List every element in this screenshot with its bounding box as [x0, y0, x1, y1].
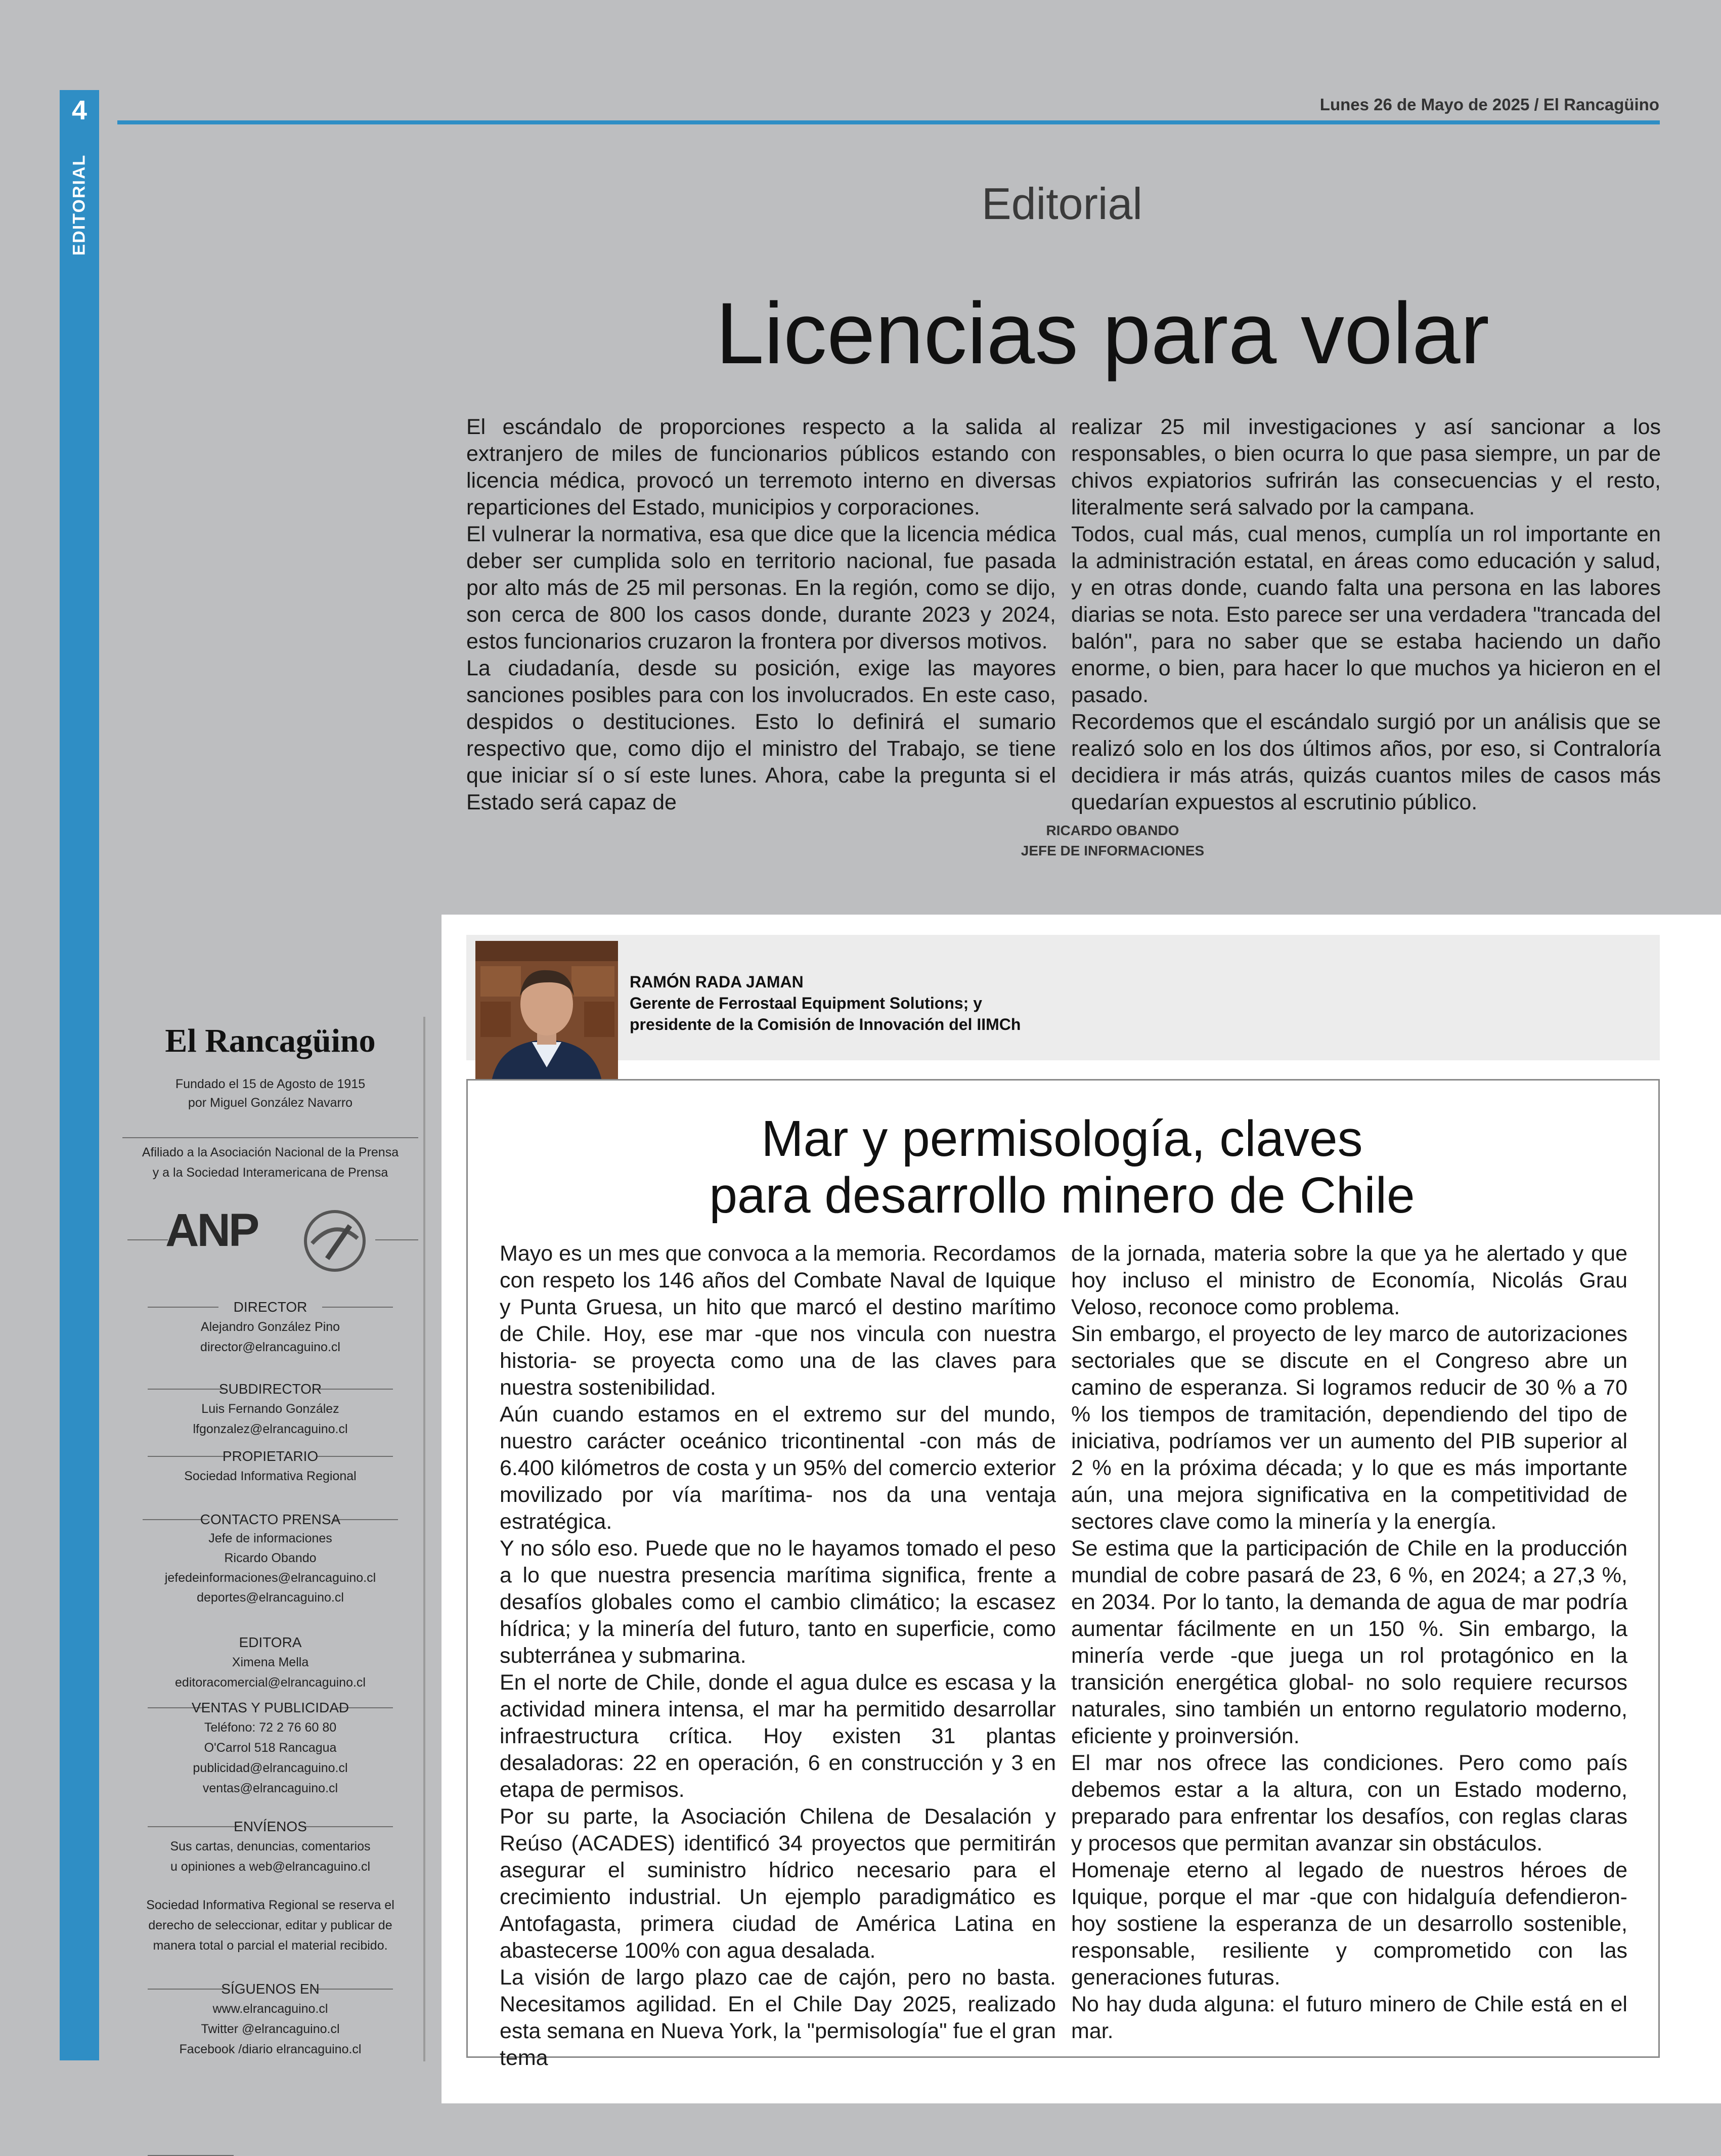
- paragraph: Aún cuando estamos en el extremo sur del mundo, nuestro carácter oceánico tricontinental -con más de 6.400 kilómetros de costa y un 95% del comercio exterior movilizado por vía marítima- nos da una ventaja estratégica.: [500, 1402, 1056, 1534]
- founded-line: Fundado el 15 de Agosto de 1915: [175, 1077, 366, 1091]
- section-tab: [60, 144, 99, 266]
- article-title: [607, 1110, 1517, 1224]
- paragraph: Homenaje eterno al legado de nuestros héroes de Iquique, porque el mar -que con hidalguía defendieron- hoy sostiene la esperanza de un desarrollo sostenible, responsable, resiliente y comprometido con las generaciones futuras.: [1071, 1858, 1627, 1990]
- masthead-name: El Rancagüino: [165, 1022, 376, 1059]
- masthead-content: [117, 1017, 423, 2061]
- editorial-column-1: [466, 414, 1056, 816]
- subdirector-heading: SUBDIRECTOR: [218, 1381, 322, 1397]
- sales-address: O'Carrol 518 Rancagua: [204, 1741, 337, 1755]
- paragraph: No hay duda alguna: el futuro minero de Chile está en el mar.: [1071, 1992, 1627, 2043]
- header-date: Lunes 26 de Mayo de 2025 / El Rancagüino: [1319, 95, 1659, 114]
- article-column-1: [500, 1240, 1056, 2072]
- author-name: RAMÓN RADA JAMAN: [630, 973, 804, 991]
- contact-role: Jefe de informaciones: [208, 1531, 332, 1545]
- follow-twitter-link[interactable]: Twitter @elrancaguino.cl: [201, 2022, 340, 2036]
- send-heading: ENVÍENOS: [234, 1819, 307, 1834]
- sales-email: publicidad@elrancaguino.cl: [193, 1761, 348, 1775]
- paragraph: En el norte de Chile, donde el agua dulce es escasa y la actividad minera intensa, el mar ha permitido desarrollar infraestructura crítica. Hoy existen 31 plantas desaladoras: 22 en operación, 6 en construcción y 3 en etapa de permisos.: [500, 1670, 1056, 1802]
- paragraph: realizar 25 mil investigaciones y así sancionar a los responsables, o bien ocurra lo que pasa siempre, un par de chivos expiatorios sufrirán las consecuencias y el resto, literalmente será salvado por la campana.: [1071, 415, 1661, 520]
- divider: [122, 1137, 418, 1138]
- page-number: 4: [71, 95, 87, 125]
- director-heading: DIRECTOR: [233, 1299, 307, 1315]
- author-photo: [475, 941, 618, 1088]
- paragraph: El mar nos ofrece las condiciones. Pero como país debemos estar a la altura, con un Estado moderno, preparado para enfrentar los desafíos, con reglas claras y procesos que permitan avanzar sin obstáculos.: [1071, 1751, 1627, 1856]
- sales-heading: VENTAS Y PUBLICIDAD: [191, 1700, 349, 1715]
- paragraph: Mayo es un mes que convoca a la memoria. Recordamos con respeto los 146 años del Combate Naval de Iquique y Punta Gruesa, un hito que marcó el destino marítimo de Chile. Hoy, ese mar -que nos vincula con nuestra historia- se proyecta como una de las claves para nuestra sostenibilidad.: [500, 1241, 1056, 1400]
- author-info: [630, 971, 1021, 1035]
- director-email: director@elrancaguino.cl: [200, 1340, 340, 1354]
- editora-name: Ximena Mella: [232, 1655, 309, 1669]
- editorial-byline: [860, 821, 1365, 861]
- section-tab-label: EDITORIAL: [69, 154, 89, 256]
- rights-line: Sociedad Informativa Regional se reserva el: [146, 1898, 394, 1912]
- author-role: Gerente de Ferrostaal Equipment Solutions; y: [630, 994, 983, 1012]
- header-rule: [117, 120, 1660, 124]
- owner-name: Sociedad Informativa Regional: [184, 1469, 357, 1483]
- subdirector-name: Luis Fernando González: [201, 1402, 339, 1416]
- contact-heading: CONTACTO PRENSA: [200, 1512, 341, 1527]
- article-column-2: [1071, 1240, 1627, 2045]
- section-label: Editorial: [982, 179, 1142, 229]
- divider: [127, 1239, 168, 1240]
- paragraph: Todos, cual más, cual menos, cumplía un rol importante en la administración estatal, en áreas como educación y salud, y en otras donde, cuando falta una persona en las labores diarias se nota. Esto parece ser una verdadera "trancada del balón", para no saber que se estaba haciendo un daño enorme, o bien, para hacer lo que muchos ya hicieron en el pasado.: [1071, 522, 1661, 707]
- byline-name: RICARDO OBANDO: [1046, 823, 1179, 838]
- paragraph: La visión de largo plazo cae de cajón, pero no basta. Necesitamos agilidad. En el Chile Day 2025, realizado esta semana en Nueva York, la "permisología" fue el gran tema: [500, 1965, 1056, 2070]
- byline-role: JEFE DE INFORMACIONES: [1021, 843, 1205, 858]
- rights-line: manera total o parcial el material recibido.: [153, 1938, 388, 1953]
- send-line: u opiniones a web@elrancaguino.cl: [170, 1860, 371, 1874]
- contact-email: jefedeinformaciones@elrancaguino.cl: [164, 1571, 376, 1585]
- rights-line: derecho de seleccionar, editar y publicar de: [148, 1918, 392, 1932]
- paragraph: Recordemos que el escándalo surgió por un análisis que se realizó solo en los dos últimos años, por eso, si Contraloría decidiera ir más atrás, quizás cuantos miles de casos más quedarían expuestos al escrutinio público.: [1071, 710, 1661, 814]
- anp-logo: ANP: [165, 1204, 258, 1256]
- section-strip: [60, 90, 99, 2060]
- paragraph: Y no sólo eso. Puede que no le hayamos tomado el peso a lo que nuestra presencia marítima significa, frente a desafíos globales como el cambio climático; la escasez hídrica; y la minería del futuro, tanto en superficie, como subterránea y submarina.: [500, 1536, 1056, 1668]
- paragraph: de la jornada, materia sobre la que ya he alertado y que hoy incluso el ministro de Economía, Nicolás Grau Veloso, reconoce como problema.: [1071, 1241, 1627, 1319]
- follow-heading: SÍGUENOS EN: [221, 1981, 320, 1997]
- contact-email: deportes@elrancaguino.cl: [197, 1590, 344, 1605]
- article-title-line: para desarrollo minero de Chile: [709, 1167, 1415, 1224]
- follow-facebook-link[interactable]: Facebook /diario elrancaguino.cl: [179, 2042, 362, 2056]
- article-title-line: Mar y permisología, claves: [761, 1110, 1363, 1167]
- affiliation-line: Afiliado a la Asociación Nacional de la Prensa: [142, 1145, 399, 1159]
- founded-line: por Miguel González Navarro: [188, 1096, 353, 1110]
- director-name: Alejandro González Pino: [200, 1320, 340, 1334]
- follow-web-link[interactable]: www.elrancaguino.cl: [212, 2002, 328, 2016]
- editorial-column-2: [1071, 414, 1661, 816]
- editora-heading: EDITORA: [239, 1634, 302, 1650]
- author-role: presidente de la Comisión de Innovación del IIMCh: [630, 1015, 1021, 1033]
- paragraph: Se estima que la participación de Chile en la producción mundial de cobre pasará de 23, 6 %, en 2024; a 27,3 %, en 2034. Por lo tanto, la demanda de agua de mar podría aumentar fácilmente en un 150 %. Sin embargo, la minería verde -que juega un rol protagónico en la transición energética global- no solo requiere recursos naturales, sino también un entorno regulatorio moderno, eficiente y proinversión.: [1071, 1536, 1627, 1748]
- paragraph: Por su parte, la Asociación Chilena de Desalación y Reúso (ACADES) identificó 34 proyectos que permitirán asegurar el suministro hídrico necesario para el crecimiento industrial. Un ejemplo paradigmático es Antofagasta, primera ciudad de América Latina en abastecerse 100% con agua desalada.: [500, 1804, 1056, 1963]
- divider: [375, 1239, 418, 1240]
- send-line: Sus cartas, denuncias, comentarios: [170, 1839, 371, 1853]
- paragraph: La ciudadanía, desde su posición, exige las mayores sanciones posibles para con los involucrados. En este caso, despidos o destituciones. Esto lo definirá el sumario respectivo que, como dijo el ministro del Trabajo, se tiene que iniciar sí o sí este lunes. Ahora, cabe la pregunta si el Estado será capaz de: [466, 656, 1056, 814]
- sip-logo: [302, 1208, 373, 1274]
- editorial-title: Licencias para volar: [716, 285, 1489, 382]
- editora-email: editoracomercial@elrancaguino.cl: [175, 1675, 366, 1690]
- sales-phone: Teléfono: 72 2 76 60 80: [204, 1720, 337, 1735]
- sales-email: ventas@elrancaguino.cl: [202, 1781, 338, 1795]
- paragraph: El vulnerar la normativa, esa que dice que la licencia médica deber ser cumplida solo en territorio nacional, fue pasada por alto más de 25 mil personas. En la región, como se dijo, son cerca de 800 los casos donde, durante 2023 y 2024, estos funcionarios cruzaron la frontera por diversos motivos.: [466, 522, 1056, 654]
- subdirector-email: lfgonzalez@elrancaguino.cl: [193, 1422, 348, 1436]
- paragraph: Sin embargo, el proyecto de ley marco de autorizaciones sectoriales que se discute en el Congreso abre un camino de esperanza. Si logramos reducir de 30 % a 70 % los tiempos de tramitación, dependiendo del tipo de iniciativa, podríamos ver un aumento del PIB superior al 2 % en la próxima década; y lo que es más importante aún, una mejora significativa en la competitividad de sectores clave como la minería y la energía.: [1071, 1322, 1627, 1534]
- affiliation-line: y a la Sociedad Interamericana de Prensa: [152, 1166, 388, 1180]
- paragraph: El escándalo de proporciones respecto a la salida al extranjero de miles de funcionarios públicos estando con licencia médica, provocó un terremoto interno en diversas reparticiones del Estado, municipios y corporaciones.: [466, 415, 1056, 520]
- contact-name: Ricardo Obando: [224, 1551, 317, 1565]
- owner-heading: PROPIETARIO: [222, 1448, 319, 1464]
